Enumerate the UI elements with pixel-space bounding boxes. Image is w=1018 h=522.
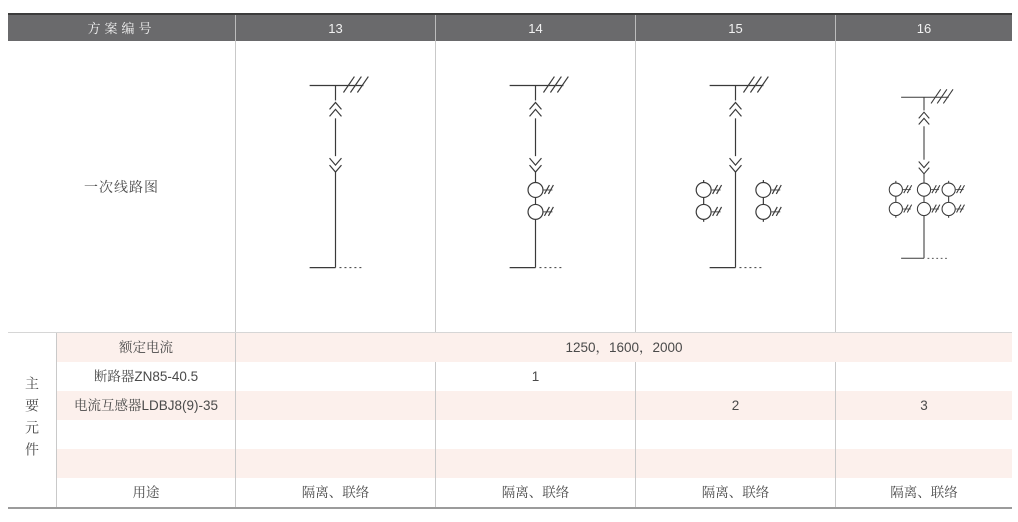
empty-cell: [235, 449, 435, 478]
current-transformer-label: 电流互感器LDBJ8(9)-35: [73, 398, 219, 413]
empty-spec-row-1: [57, 420, 1012, 449]
scheme-table: [8, 13, 1012, 509]
current-transformer-qty-15: 2: [635, 391, 835, 420]
empty-cell: [235, 420, 435, 449]
purpose-row: [57, 478, 1012, 507]
primary-circuit-diagram-scheme-13: [235, 41, 435, 332]
primary-circuit-diagram-scheme-14: [435, 41, 635, 332]
empty-label-1: [57, 420, 235, 449]
purpose-14: 隔离、联络: [435, 478, 635, 507]
main-components-section: [8, 333, 1012, 509]
spec-rows: [57, 333, 1012, 507]
purpose-13: 隔离、联络: [235, 478, 435, 507]
current-transformer-row: [57, 391, 1012, 420]
current-transformer-qty-16: 3: [835, 391, 1012, 420]
header-scheme-number-label: 方案编号: [87, 21, 156, 36]
header-col-13: 13: [235, 15, 435, 41]
current-transformer-qty-14: [435, 391, 635, 420]
header-col-15: 15: [635, 15, 835, 41]
rated-current-label: 额定电流: [119, 340, 173, 355]
empty-cell: [435, 420, 635, 449]
rated-current-value: 1250，1600，2000: [235, 333, 1012, 362]
rated-current-row: [57, 333, 1012, 362]
purpose-label: 用途: [132, 485, 160, 500]
empty-label-2: [57, 449, 235, 478]
purpose-15: 隔离、联络: [635, 478, 835, 507]
primary-circuit-diagram-row: [8, 41, 1012, 333]
circuit-breaker-row: [57, 362, 1012, 391]
purpose-16: 隔离、联络: [835, 478, 1012, 507]
empty-cell: [635, 449, 835, 478]
empty-cell: [835, 420, 1012, 449]
main-components-side-cell: [8, 333, 57, 507]
table-header-row: [8, 13, 1012, 41]
primary-circuit-diagram-scheme-16: [835, 41, 1012, 332]
header-col-16: 16: [835, 15, 1012, 41]
current-transformer-qty-13: [235, 391, 435, 420]
header-col-14: 14: [435, 15, 635, 41]
circuit-breaker-qty-14: 1: [435, 362, 635, 391]
empty-spec-row-2: [57, 449, 1012, 478]
empty-cell: [435, 449, 635, 478]
primary-circuit-diagram-label: 一次线路图: [84, 178, 159, 195]
circuit-breaker-qty-15: [635, 362, 835, 391]
circuit-breaker-label: 断路器ZN85-40.5: [93, 369, 199, 384]
circuit-breaker-qty-16: [835, 362, 1012, 391]
empty-cell: [835, 449, 1012, 478]
empty-cell: [635, 420, 835, 449]
circuit-breaker-qty-13: [235, 362, 435, 391]
main-components-vertical-label: 主要元件: [24, 376, 40, 464]
primary-circuit-diagram-scheme-15: [635, 41, 835, 332]
